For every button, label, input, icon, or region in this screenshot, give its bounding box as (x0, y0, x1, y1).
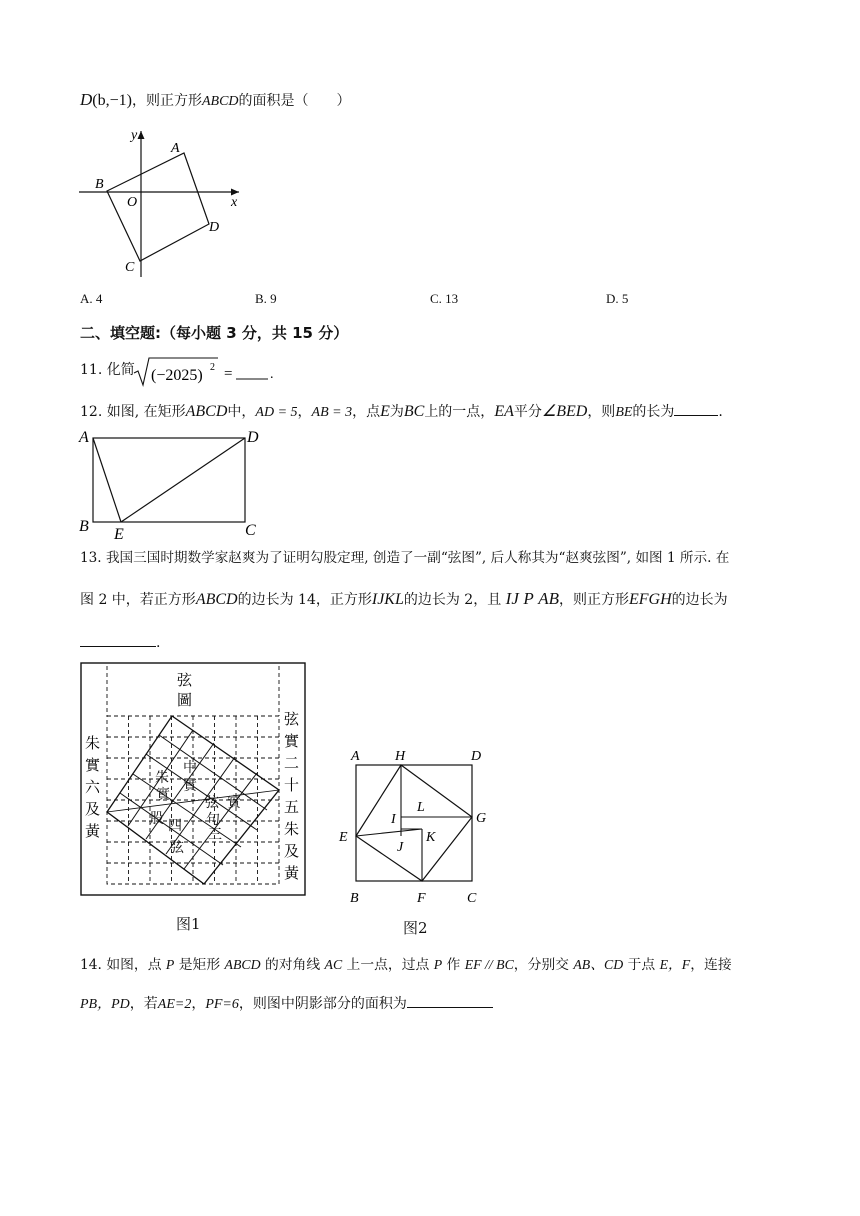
label-g: G (476, 811, 487, 826)
q12-t2: 中， (227, 404, 256, 420)
q10-stem (80, 90, 351, 112)
q12-be: BE (615, 405, 633, 420)
label-e: E (114, 526, 124, 540)
square-abcd (107, 153, 209, 261)
q11 (80, 360, 135, 390)
q10-text-after: ，则正方形 (131, 93, 202, 109)
q13-end: . (156, 635, 161, 651)
label-c: C (125, 260, 135, 275)
q14-line2 (80, 993, 493, 1015)
fig1-left-char: 六 (85, 780, 101, 796)
fig1-right-text (284, 711, 300, 882)
fig2-caption: 图2 (403, 919, 428, 937)
square-efgh (356, 765, 472, 881)
q13-l2k: 的边长为 (671, 592, 728, 608)
fig1-left-char: 黃 (85, 824, 101, 840)
q11-num: 11. (80, 362, 103, 378)
fig1-left-char: 實 (85, 758, 101, 774)
q13-l2b: ABCD (195, 591, 238, 608)
q14-line1f: ，分别交 (513, 957, 569, 973)
label-a: A (79, 429, 89, 446)
q11-text: 化简 (106, 362, 135, 378)
fig1-right-char: 實 (284, 734, 300, 750)
label-y: y (131, 128, 138, 143)
label-f: F (417, 891, 426, 906)
label-b: B (95, 177, 104, 192)
q12-t6: 平分 (513, 404, 542, 420)
label-b: B (350, 891, 359, 906)
q12-e: E (380, 403, 390, 420)
q12-stem (80, 401, 723, 423)
q14-line1b: 是矩形 (178, 957, 221, 973)
label-c: C (245, 522, 256, 539)
q13-l2i: ，则正方形 (558, 592, 629, 608)
q14-line1h: ，连接 (690, 957, 732, 973)
q12-cond2: AB = 3 (311, 405, 353, 420)
xian-tu-figure (80, 662, 308, 898)
q13-answer-blank (80, 632, 156, 647)
q12-num: 12. (80, 404, 103, 420)
q12-sep1: ， (297, 404, 312, 420)
q14-abcd2: AB、CD (573, 957, 624, 972)
q14-line2b: ，若 (129, 996, 158, 1012)
svg-text:弦: 弦 (170, 841, 184, 856)
label-l: L (417, 800, 425, 815)
q14-line1c: 的对角线 (264, 957, 321, 973)
svg-text:股: 股 (150, 812, 164, 827)
label-j: J (397, 840, 404, 855)
q13-l2f: IJ (505, 589, 519, 608)
q14-line2c: ，则图中阴影部分的面积为 (238, 996, 407, 1012)
q12-end: . (718, 404, 723, 420)
label-h: H (395, 749, 406, 764)
q14-line1e: 作 (446, 957, 461, 973)
q12-t3: ，点 (352, 404, 381, 420)
q11-radicand: (−2025) (151, 367, 203, 384)
q13-line2 (80, 589, 728, 610)
rectangle-abcd (93, 438, 245, 522)
svg-text:朱: 朱 (155, 771, 169, 786)
q10-option-b: B. 9 (255, 291, 277, 306)
q13-l2g: P (523, 589, 534, 608)
q12-cond1: AD = 5 (255, 405, 298, 420)
segment-ae (93, 438, 121, 522)
svg-text:實: 實 (183, 779, 197, 794)
label-i: I (391, 812, 396, 827)
q13-line3 (80, 632, 160, 653)
section-title: 二、填空题:（每小题 3 分，共 15 分） (80, 324, 349, 342)
label-origin: O (127, 195, 138, 210)
q14-abcd: ABCD (224, 957, 261, 972)
q13-l2d: IJKL (371, 591, 404, 608)
fig1-top-char-1: 弦 (177, 673, 193, 689)
label-k: K (426, 830, 436, 845)
label-e: E (339, 830, 348, 845)
fig1-right-char: 黃 (284, 866, 300, 882)
q11-end: . (270, 367, 274, 382)
q11-exponent: 2 (210, 362, 215, 373)
fig1-right-char: 朱 (284, 822, 300, 838)
inner-labels (150, 759, 242, 856)
square-abcd (356, 765, 472, 881)
q13-l2c: 的边长为 14，正方形 (237, 592, 372, 608)
q14-line1 (80, 955, 732, 975)
svg-text:弦: 弦 (205, 796, 219, 811)
q12-text: 如图, 在矩形 (106, 404, 186, 420)
q13-l2h: AB (538, 589, 559, 608)
q12-t8: 的长为 (632, 404, 675, 420)
label-c: C (467, 891, 477, 906)
svg-text:四: 四 (168, 819, 182, 834)
q14-efbc: EF // BC (464, 957, 514, 972)
segment-ed (121, 438, 245, 522)
q14-pf: PF=6 (205, 997, 239, 1012)
q14-p: P (165, 957, 175, 972)
segment-ej (356, 829, 422, 836)
fig1-right-char: 弦 (284, 712, 300, 728)
q10-point: D (80, 90, 93, 109)
q10-option-a: A. 4 (80, 291, 103, 306)
y-axis-arrow-icon (138, 131, 145, 139)
fig1-left-char: 朱 (85, 736, 101, 752)
label-d: D (209, 220, 220, 235)
q14-ef: E，F (659, 957, 691, 972)
q12-t4: 为 (389, 404, 404, 420)
q14-line1a: 14. 如图，点 (80, 957, 162, 973)
q14-line1g: 于点 (627, 957, 656, 973)
fig2-zhao-shuang-square (335, 745, 495, 910)
q10-option-d: D. 5 (606, 291, 629, 306)
q12-ea: EA (494, 403, 514, 420)
q12-shape: ABCD (185, 403, 228, 420)
q14-ae: AE=2 (157, 997, 192, 1012)
svg-text:實: 實 (156, 788, 170, 803)
fig1-right-char: 五 (284, 800, 300, 816)
svg-text:中: 中 (183, 761, 197, 776)
label-d: D (471, 749, 482, 764)
q10-coords: (b,−1) (92, 92, 132, 109)
q13-l2j: EFGH (628, 591, 672, 608)
q14-sep: ， (191, 996, 206, 1012)
label-a: A (351, 749, 360, 764)
fig1-right-char: 十 (284, 778, 300, 794)
svg-text:句: 句 (206, 813, 220, 828)
label-d: D (247, 429, 259, 446)
fig1-left-text (85, 735, 101, 840)
q10-shape: ABCD (201, 94, 239, 109)
fig1-right-char: 二 (284, 756, 300, 772)
q12-bc: BC (403, 403, 425, 420)
q13-l2a: 图 2 中，若正方形 (80, 592, 196, 608)
q12-t5: 上的一点， (424, 404, 495, 420)
q12-angle: ∠BED (541, 403, 588, 420)
q11-radical (132, 355, 282, 387)
fig1-right-char: 及 (284, 844, 300, 860)
q14-p2: P (433, 957, 443, 972)
q12-answer-blank (674, 401, 718, 416)
q12-rectangle-figure (76, 428, 266, 540)
q11-equals: = (224, 366, 233, 382)
q10-coordinate-figure (75, 125, 250, 285)
label-b: B (79, 518, 89, 535)
fig1-caption: 图1 (176, 915, 201, 933)
q10-option-c: C. 13 (430, 291, 459, 306)
q12-t7: ，则 (587, 404, 616, 420)
fig1-top-char-2: 圖 (177, 693, 193, 709)
q13-line1: 13. 我国三国时期数学家赵爽为了证明勾股定理, 创造了一副“弦图”, 后人称其为“赵爽弦图”, 如图 1 所示. 在 (80, 550, 730, 566)
q14-answer-blank (407, 993, 493, 1008)
q14-ac: AC (324, 957, 343, 972)
q13-l2e: 的边长为 2，且 (403, 592, 502, 608)
svg-text:三: 三 (208, 828, 222, 843)
fig1-left-char: 及 (85, 802, 101, 818)
q10-text-end: 的面积是（ ） (238, 93, 351, 109)
q14-line2a: PB，PD (80, 997, 130, 1012)
svg-text:實: 實 (227, 796, 241, 811)
q14-line1d: 上一点，过点 (346, 957, 430, 973)
label-x: x (231, 195, 238, 210)
label-a: A (171, 141, 180, 156)
